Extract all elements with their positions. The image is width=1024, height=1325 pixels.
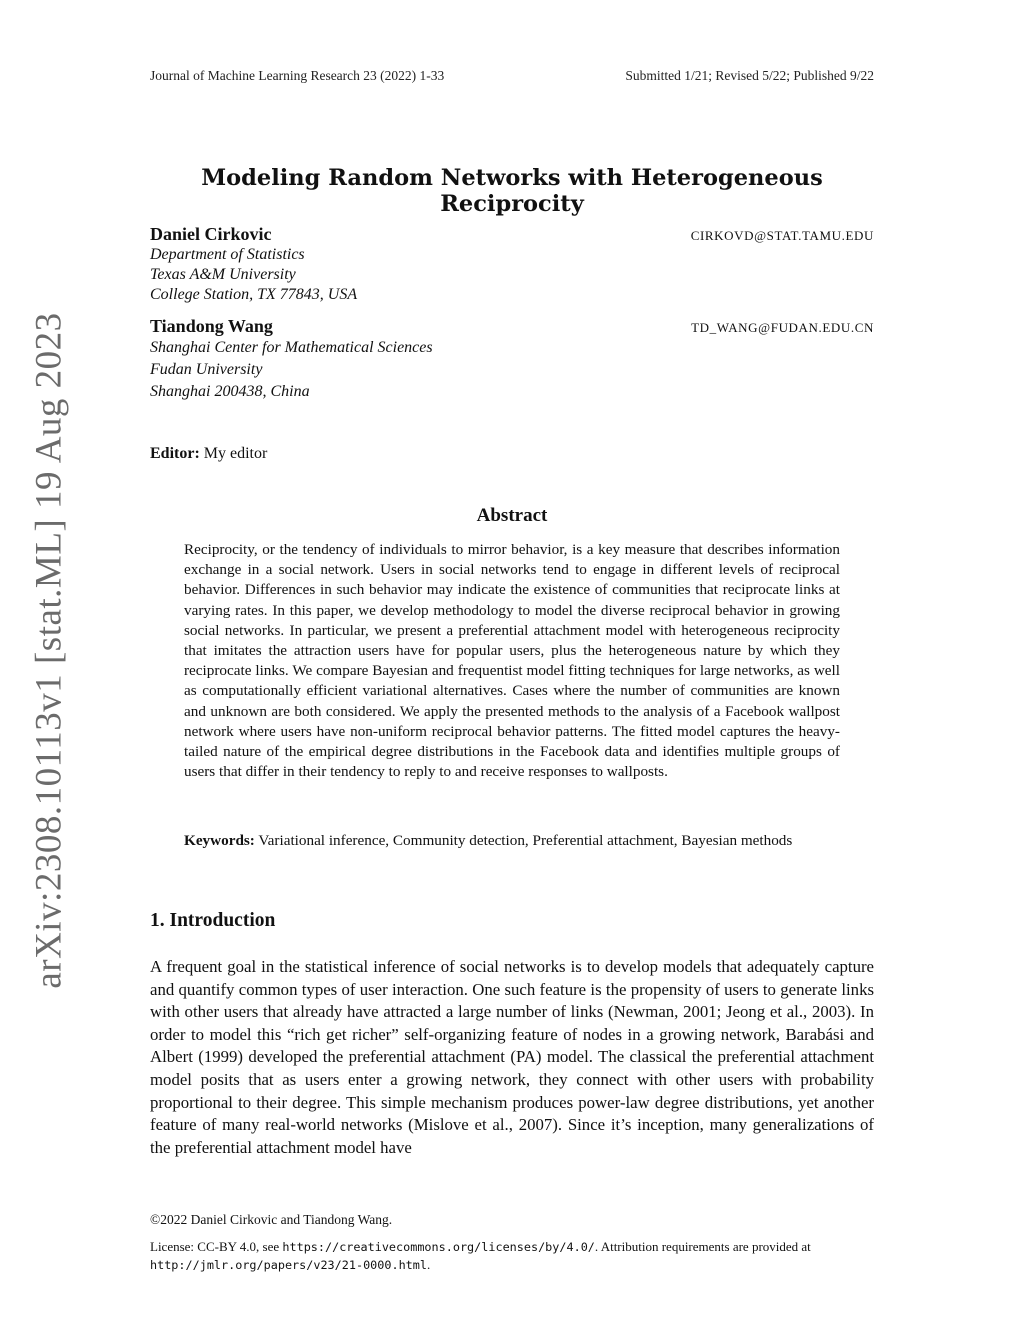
journal-info: Journal of Machine Learning Research 23 (2022) 1-33 [150, 68, 445, 83]
keywords-label: Keywords: [184, 832, 255, 849]
abstract-text: Reciprocity, or the tendency of individuals to mirror behavior, is a key measure that describes information exchange in a social network. Users in social networks tend to engage in different levels of reciprocal behavior. Differences in such behavior may indicate the existence of communities that reciprocate links at varying rates. In this paper, we develop methodology to model the diverse reciprocal behavior in growing social networks. In particular, we present a preferential attachment model with heterogeneous reciprocity that imitates the attraction users have for popular users, plus the heterogeneous nature by which they reciprocate links. We compare Bayesian and frequentist model fitting techniques for large networks, as well as computationally efficient variational alternatives. Cases where the number of communities are known and unknown are both considered. We apply the presented methods to the analysis of a Facebook wallpost network where users have non-uniform reciprocal behavior patterns. The fitted model captures the heavy-tailed nature of the empirical degree distributions in the Facebook data and identifies multiple groups of users that differ in their tendency to reply to and receive responses to wallposts. [184, 541, 840, 781]
section-heading: 1. Introduction [150, 910, 276, 931]
author-name: Daniel Cirkovic [150, 224, 272, 244]
running-header [150, 68, 874, 84]
license-link[interactable]: https://creativecommons.org/licenses/by/4.0/ [282, 1240, 595, 1254]
license-prefix: License: CC-BY 4.0, see [150, 1239, 283, 1254]
abstract-heading: Abstract [476, 505, 548, 526]
affiliation-line: Department of Statistics [150, 246, 305, 263]
editor-line [150, 445, 267, 463]
license-mid: . Attribution requirements are provided at [594, 1239, 811, 1254]
license-end: . [427, 1257, 431, 1272]
copyright-notice: ©2022 Daniel Cirkovic and Tiandong Wang. [150, 1212, 393, 1227]
submission-dates: Submitted 1/21; Revised 5/22; Published 9/22 [625, 68, 874, 83]
affiliation-line: Shanghai Center for Mathematical Sciences [150, 339, 433, 356]
paper-link[interactable]: http://jmlr.org/papers/v23/21-0000.html [150, 1258, 427, 1272]
affiliation-line: College Station, TX 77843, USA [150, 286, 358, 303]
arxiv-watermark [18, 311, 80, 989]
author-1 [150, 224, 874, 305]
introduction-text: A frequent goal in the statistical inference of social networks is to develop models that adequately capture and quantify common types of user interaction. One such feature is the propensity of users to generate links with other users that already have attracted a large number of links (Newman, 2001; Jeong et al., 2003). In order to model this “rich get richer” self-organizing feature of nodes in a growing network, Barabási and Albert (1999) developed the preferential attachment (PA) model. The classical the preferential attachment model posits that as users enter a growing network, they connect with other users with probability proportional to their degree. This simple mechanism produces power-law degree distributions, yet another feature of many real-world networks (Mislove et al., 2007). Since it’s inception, many generalizations of the preferential attachment model have [150, 957, 874, 1157]
affiliation-line: Shanghai 200438, China [150, 383, 310, 400]
author-name: Tiandong Wang [150, 316, 273, 336]
license-notice [150, 1238, 874, 1274]
keywords [184, 831, 840, 851]
author-email: TD_WANG@FUDAN.EDU.CN [691, 320, 874, 335]
keywords-value: Variational inference, Community detection, Preferential attachment, Bayesian methods [254, 832, 793, 849]
affiliation-line: Fudan University [150, 361, 263, 378]
author-email: CIRKOVD@STAT.TAMU.EDU [690, 228, 874, 243]
editor-label: Editor: [150, 445, 200, 462]
affiliation-line: Texas A&M University [150, 266, 296, 283]
author-2 [150, 316, 874, 403]
editor-value: My editor [199, 445, 268, 462]
paper-title: Modeling Random Networks with Heterogeneous Reciprocity [201, 165, 823, 217]
arxiv-id: arXiv:2308.10113v1 [stat.ML] 19 Aug 2023 [28, 311, 70, 989]
